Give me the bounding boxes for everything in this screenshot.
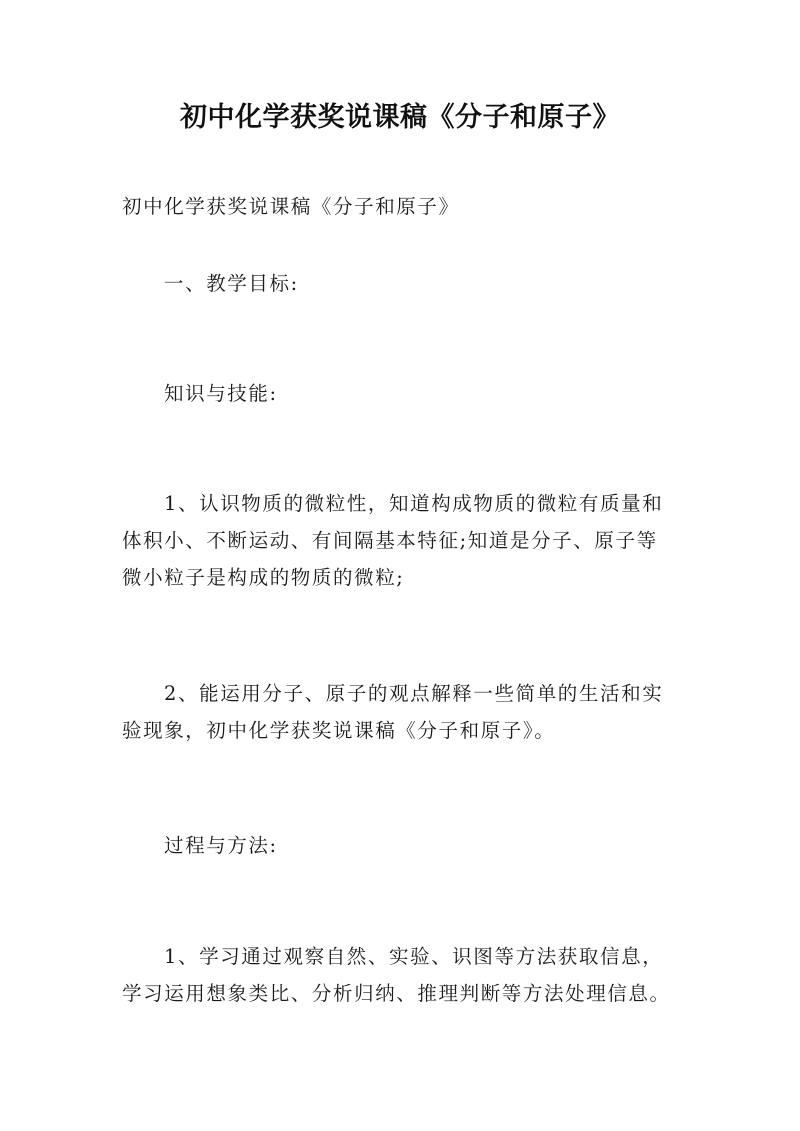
knowledge-item-1-line-1: 1、认识物质的微粒性，知道构成物质的微粒有质量和 <box>164 492 664 515</box>
knowledge-item-1 <box>122 485 692 596</box>
knowledge-item-2-line-2: 验现象，初中化学获奖说课稿《分子和原子》。 <box>122 719 556 742</box>
process-item-1 <box>122 938 692 1012</box>
process-item-1-line-1: 1、学习通过观察自然、实验、识图等方法获取信息， <box>164 945 664 968</box>
document-title: 初中化学获奖说课稿《分子和原子》 <box>180 102 620 133</box>
subheading-process-methods: 过程与方法: <box>164 834 278 857</box>
document-subtitle: 初中化学获奖说课稿《分子和原子》 <box>122 195 460 218</box>
knowledge-item-1-line-3: 微小粒子是构成的物质的微粒; <box>122 566 405 589</box>
subheading-knowledge-skills: 知识与技能: <box>164 382 278 405</box>
knowledge-item-2-line-1: 2、能运用分子、原子的观点解释一些简单的生活和实 <box>164 682 664 705</box>
process-item-1-line-2: 学习运用想象类比、分析归纳、推理判断等方法处理信息。 <box>122 982 671 1005</box>
knowledge-item-1-line-2: 体积小、不断运动、有间隔基本特征;知道是分子、原子等 <box>122 529 658 552</box>
section-heading-teaching-goals: 一、教学目标: <box>164 272 299 295</box>
knowledge-item-2 <box>122 675 692 749</box>
